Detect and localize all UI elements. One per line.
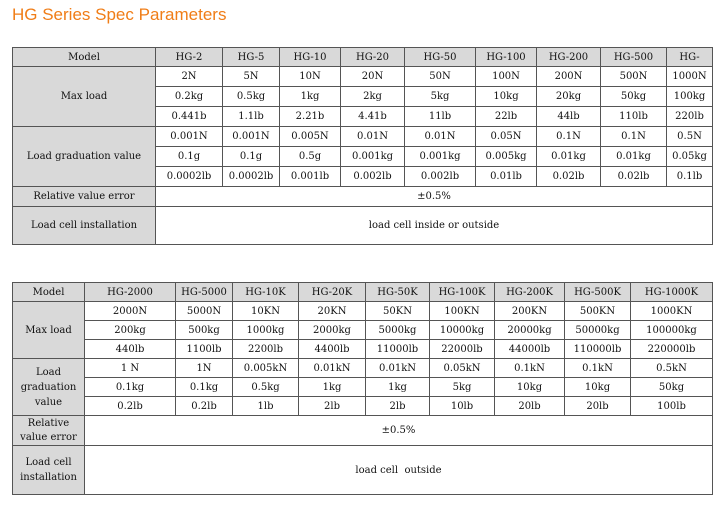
page-title: HG Series Spec Parameters [12, 5, 227, 24]
table-cell: 0.5N [667, 127, 713, 147]
table-cell: 2.21b [280, 107, 341, 127]
table-cell: 20000kg [495, 321, 565, 340]
table-cell: 0.002lb [405, 167, 476, 187]
table-cell: 10000kg [430, 321, 495, 340]
table-cell: 2000kg [299, 321, 366, 340]
table-cell: 0.1N [601, 127, 667, 147]
table-cell: 10KN [233, 302, 299, 321]
model-name: HG-10K [233, 283, 299, 302]
table-cell: 220000lb [631, 340, 713, 359]
model-name: HG-500 [601, 48, 667, 67]
max-load-label: Max load [13, 302, 85, 359]
graduation-label: Load graduation value [13, 359, 85, 416]
table-cell: 4.41b [341, 107, 405, 127]
table-cell: 2200lb [233, 340, 299, 359]
table-cell: 1 N [85, 359, 176, 378]
graduation-label: Load graduation value [13, 127, 156, 187]
error-value: ±0.5% [156, 187, 713, 207]
table-cell: 44000lb [495, 340, 565, 359]
table-cell: 0.01kN [299, 359, 366, 378]
table-cell: 5kg [430, 378, 495, 397]
table-cell: 2N [156, 67, 223, 87]
model-name: HG-5000 [176, 283, 233, 302]
model-name: HG-20 [341, 48, 405, 67]
error-label: Relative value error [13, 187, 156, 207]
model-name: HG-100K [430, 283, 495, 302]
table-cell: 2lb [299, 397, 366, 416]
table-cell: 0.001kg [405, 147, 476, 167]
table-cell: 0.05N [476, 127, 537, 147]
table-cell: 500KN [565, 302, 631, 321]
table-cell: 110000lb [565, 340, 631, 359]
table-cell: 0.005N [280, 127, 341, 147]
model-name: HG-50K [366, 283, 430, 302]
model-name: HG-10 [280, 48, 341, 67]
model-name: HG-50 [405, 48, 476, 67]
table-cell: 5000N [176, 302, 233, 321]
table-cell: 0.0002lb [223, 167, 280, 187]
table-cell: 1kg [299, 378, 366, 397]
table-cell: 22000lb [430, 340, 495, 359]
table-cell: 10kg [495, 378, 565, 397]
table-cell: 0.01kN [366, 359, 430, 378]
table-cell: 5000kg [366, 321, 430, 340]
model-name: HG-200 [537, 48, 601, 67]
table-cell: 100KN [430, 302, 495, 321]
model-label: Model [13, 283, 85, 302]
table-cell: 0.01lb [476, 167, 537, 187]
table-cell: 500kg [176, 321, 233, 340]
table-cell: 0.05kN [430, 359, 495, 378]
model-name: HG-20K [299, 283, 366, 302]
table-cell: 200N [537, 67, 601, 87]
table-cell: 11lb [405, 107, 476, 127]
table-cell: 1N [176, 359, 233, 378]
table-cell: 0.005kg [476, 147, 537, 167]
table-cell: 1000KN [631, 302, 713, 321]
table-cell: 20N [341, 67, 405, 87]
table-cell: 0.1g [156, 147, 223, 167]
error-label: Relative value error [13, 416, 85, 446]
table-cell: 22lb [476, 107, 537, 127]
table-cell: 10kg [565, 378, 631, 397]
model-name: HG-5 [223, 48, 280, 67]
table-cell: 0.01N [405, 127, 476, 147]
model-label: Model [13, 48, 156, 67]
table-cell: 200KN [495, 302, 565, 321]
table-cell: 0.1kN [495, 359, 565, 378]
table-cell: 0.2lb [176, 397, 233, 416]
install-value: load cell inside or outside [156, 207, 713, 245]
model-name: HG-500K [565, 283, 631, 302]
table-cell: 1kg [280, 87, 341, 107]
table-cell: 2lb [366, 397, 430, 416]
table-cell: 20lb [495, 397, 565, 416]
table-cell: 0.01N [341, 127, 405, 147]
table-cell: 0.2kg [156, 87, 223, 107]
table-cell: 0.0002lb [156, 167, 223, 187]
table-cell: 0.2lb [85, 397, 176, 416]
table-cell: 220lb [667, 107, 713, 127]
max-load-label: Max load [13, 67, 156, 127]
table-cell: 1000N [667, 67, 713, 87]
table-cell: 0.001lb [280, 167, 341, 187]
table-cell: 100lb [631, 397, 713, 416]
table-cell: 1000kg [233, 321, 299, 340]
table-cell: 50kg [601, 87, 667, 107]
table-cell: 20KN [299, 302, 366, 321]
spec-table-2 [12, 282, 713, 495]
table-cell: 0.441b [156, 107, 223, 127]
table-cell: 500N [601, 67, 667, 87]
table-cell: 0.5g [280, 147, 341, 167]
table-cell: 200kg [85, 321, 176, 340]
model-name: HG-1000K [631, 283, 713, 302]
table-cell: 0.1kg [176, 378, 233, 397]
model-name: HG- [667, 48, 713, 67]
table-cell: 0.05kg [667, 147, 713, 167]
table-cell: 2kg [341, 87, 405, 107]
error-value: ±0.5% [85, 416, 713, 446]
table-cell: 2000N [85, 302, 176, 321]
model-name: HG-100 [476, 48, 537, 67]
table-cell: 10N [280, 67, 341, 87]
table-cell: 1lb [233, 397, 299, 416]
table-cell: 0.1N [537, 127, 601, 147]
table-cell: 0.1lb [667, 167, 713, 187]
table-cell: 1.1lb [223, 107, 280, 127]
install-value: load cell outside [85, 446, 713, 495]
table-cell: 0.5kg [223, 87, 280, 107]
table-cell: 5N [223, 67, 280, 87]
table-cell: 10kg [476, 87, 537, 107]
table-cell: 4400lb [299, 340, 366, 359]
table-cell: 1kg [366, 378, 430, 397]
table-cell: 0.005kN [233, 359, 299, 378]
table-cell: 10lb [430, 397, 495, 416]
table-cell: 0.001N [223, 127, 280, 147]
table-cell: 0.1kg [85, 378, 176, 397]
table-cell: 0.002lb [341, 167, 405, 187]
table-cell: 0.001kg [341, 147, 405, 167]
table-cell: 50N [405, 67, 476, 87]
table-cell: 44lb [537, 107, 601, 127]
table-cell: 0.5kg [233, 378, 299, 397]
table-cell: 100N [476, 67, 537, 87]
model-name: HG-200K [495, 283, 565, 302]
table-cell: 1100lb [176, 340, 233, 359]
model-name: HG-2 [156, 48, 223, 67]
table-cell: 0.01kg [601, 147, 667, 167]
table-cell: 440lb [85, 340, 176, 359]
table-cell: 50kg [631, 378, 713, 397]
table-cell: 100000kg [631, 321, 713, 340]
table-cell: 0.5kN [631, 359, 713, 378]
table-cell: 0.1kN [565, 359, 631, 378]
table-cell: 20lb [565, 397, 631, 416]
table-cell: 100kg [667, 87, 713, 107]
install-label: Load cell installation [13, 207, 156, 245]
table-cell: 11000lb [366, 340, 430, 359]
table-cell: 50000kg [565, 321, 631, 340]
table-cell: 0.02lb [537, 167, 601, 187]
table-cell: 0.02lb [601, 167, 667, 187]
table-cell: 5kg [405, 87, 476, 107]
table-cell: 0.001N [156, 127, 223, 147]
spec-table-1 [12, 47, 713, 245]
table-cell: 50KN [366, 302, 430, 321]
table-cell: 110lb [601, 107, 667, 127]
model-name: HG-2000 [85, 283, 176, 302]
table-cell: 20kg [537, 87, 601, 107]
table-cell: 0.01kg [537, 147, 601, 167]
table-cell: 0.1g [223, 147, 280, 167]
install-label: Load cell installation [13, 446, 85, 495]
